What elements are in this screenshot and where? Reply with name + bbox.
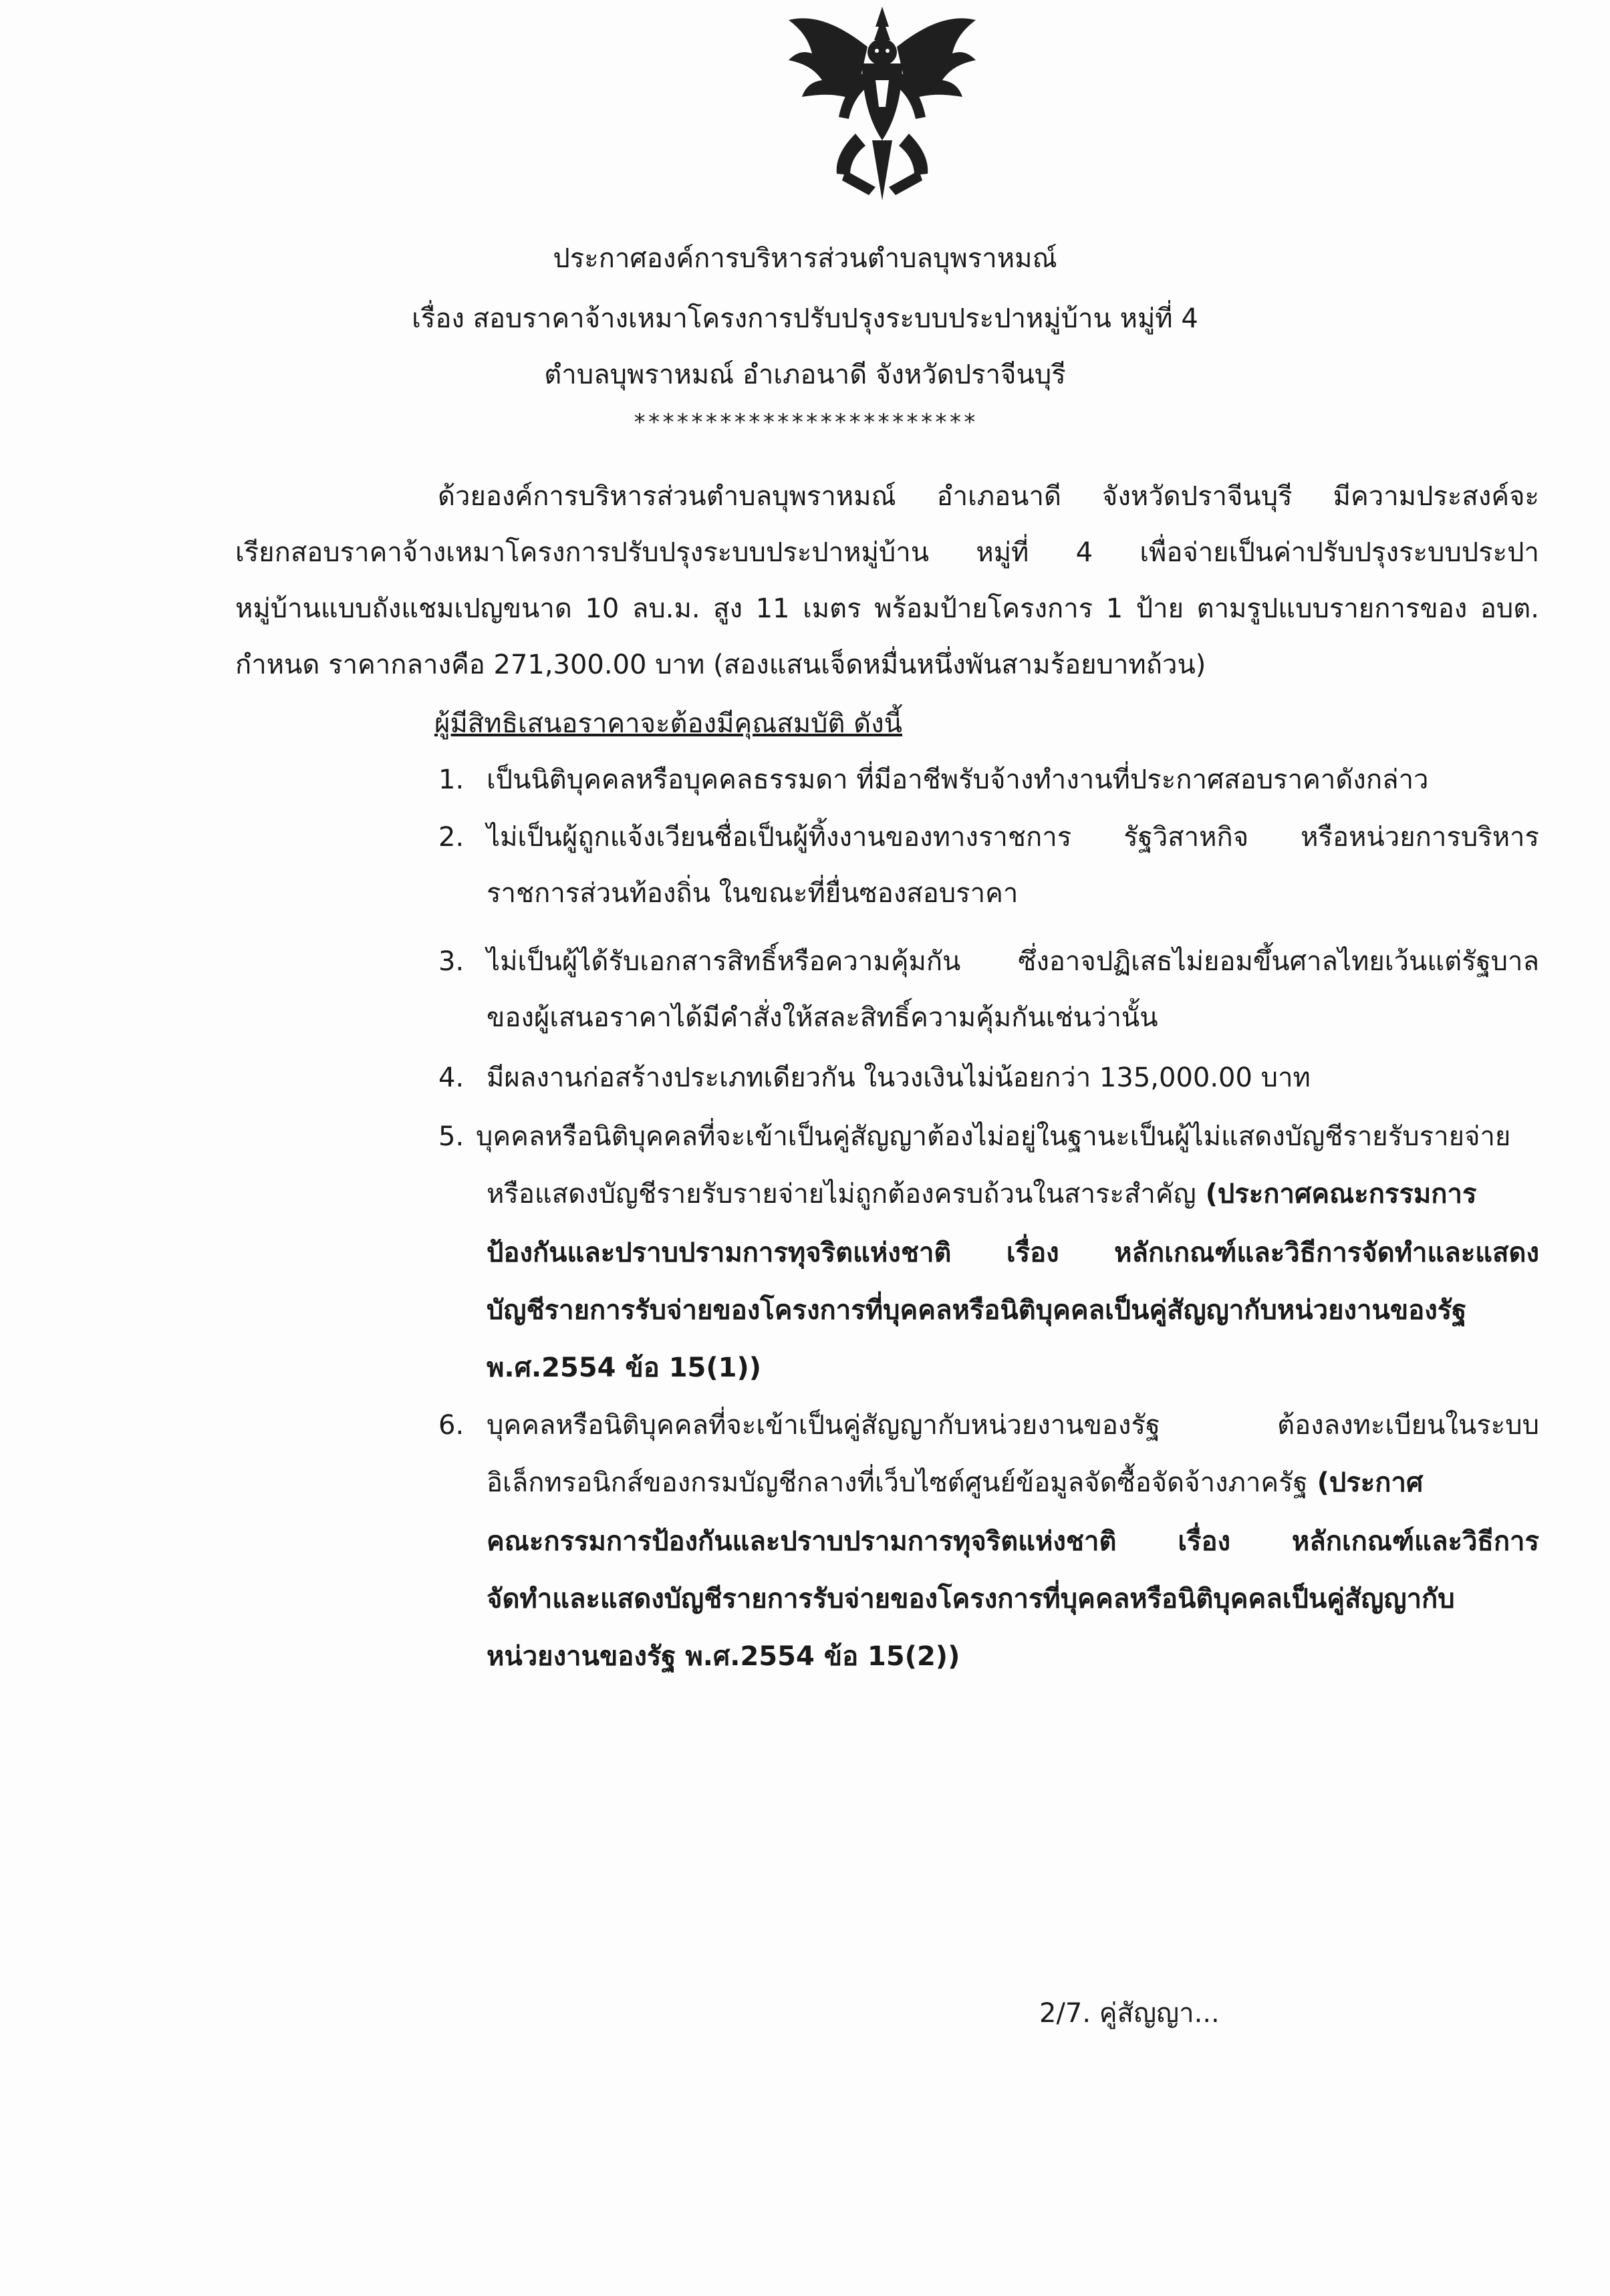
item-6-line-5: หน่วยงานของรัฐ พ.ศ.2554 ข้อ 15(2)) (487, 1641, 960, 1672)
item-number: 4. (438, 1062, 464, 1093)
item-5-bold-tail: (ประกาศคณะกรรมการ (1196, 1179, 1477, 1209)
intro-line-3: หมู่บ้านแบบถังแชมเปญขนาด 10 ลบ.ม. สูง 11 เมตร พร้อมป้ายโครงการ 1 ป้าย ตามรูปแบบรายการของ อบต. (235, 593, 1539, 624)
intro-line-4: กำหนด ราคากลางคือ 271,300.00 บาท (สองแสนเจ็ดหมื่นหนึ่งพันสามร้อยบาทถ้วน) (235, 650, 1206, 680)
intro-line-2: เรียกสอบราคาจ้างเหมาโครงการปรับปรุงระบบประปาหมู่บ้าน หมู่ที่ 4 เพื่อจ่ายเป็นค่าปรับปรุงระบบประปา (235, 537, 1539, 568)
announcement-subject: เรื่อง สอบราคาจ้างเหมาโครงการปรับปรุงระบบประปาหมู่บ้าน หมู่ที่ 4 (412, 303, 1198, 334)
garuda-emblem-icon (775, 0, 989, 207)
item-number: 1. (438, 764, 464, 795)
item-number: 5. (438, 1121, 464, 1152)
item-6-line-2: อิเล็กทรอนิกส์ของกรมบัญชีกลางที่เว็บไซต์ศูนย์ข้อมูลจัดซื้อจัดจ้างภาครัฐ (ประกาศ (487, 1467, 1424, 1498)
item-6-bold-tail: (ประกาศ (1307, 1467, 1424, 1498)
announcement-location: ตำบลบุพราหมณ์ อำเภอนาดี จังหวัดปราจีนบุรี (544, 360, 1066, 390)
item-5-line-5: พ.ศ.2554 ข้อ 15(1)) (487, 1352, 762, 1383)
item-5-line-2: หรือแสดงบัญชีรายรับรายจ่ายไม่ถูกต้องครบถ้วนในสาระสำคัญ (ประกาศคณะกรรมการ (487, 1179, 1477, 1209)
item-2-line-2: ราชการส่วนท้องถิ่น ในขณะที่ยื่นซองสอบราคา (487, 878, 1019, 909)
item-4-line-1: มีผลงานก่อสร้างประเภทเดียวกัน ในวงเงินไม่น้อยกว่า 135,000.00 บาท (487, 1062, 1311, 1093)
item-number: 3. (438, 946, 464, 977)
item-5-line-3: ป้องกันและปราบปรามการทุจริตแห่งชาติ เรื่อง หลักเกณฑ์และวิธีการจัดทำและแสดง (487, 1238, 1539, 1268)
item-number: 6. (438, 1410, 464, 1441)
announcement-title: ประกาศองค์การบริหารส่วนตำบลบุพราหมณ์ (553, 243, 1057, 274)
page-continuation: 2/7. คู่สัญญา... (1039, 1998, 1220, 2029)
item-5-line-4: บัญชีรายการรับจ่ายของโครงการที่บุคคลหรือนิติบุคคลเป็นคู่สัญญากับหน่วยงานของรัฐ (487, 1295, 1467, 1326)
item-number: 2. (438, 822, 464, 853)
separator-line: ************************ (632, 409, 978, 436)
item-3-line-1: ไม่เป็นผู้ได้รับเอกสารสิทธิ์หรือความคุ้มกัน ซึ่งอาจปฏิเสธไม่ยอมขึ้นศาลไทยเว้นแต่รัฐบาล (487, 946, 1539, 977)
item-2-line-1: ไม่เป็นผู้ถูกแจ้งเวียนชื่อเป็นผู้ทิ้งงานของทางราชการ รัฐวิสาหกิจ หรือหน่วยการบริหาร (487, 822, 1539, 853)
item-1-line-1: เป็นนิติบุคคลหรือบุคคลธรรมดา ที่มีอาชีพรับจ้างทำงานที่ประกาศสอบราคาดังกล่าว (487, 764, 1429, 795)
intro-line-1: ด้วยองค์การบริหารส่วนตำบลบุพราหมณ์ อำเภอนาดี จังหวัดปราจีนบุรี มีความประสงค์จะ (438, 481, 1539, 512)
item-6-line-4: จัดทำและแสดงบัญชีรายการรับจ่ายของโครงการที่บุคคลหรือนิติบุคคลเป็นคู่สัญญากับ (487, 1584, 1455, 1614)
item-6-line-3: คณะกรรมการป้องกันและปราบปรามการทุจริตแห่งชาติ เรื่อง หลักเกณฑ์และวิธีการ (487, 1526, 1539, 1557)
item-5-line-1: บุคคลหรือนิติบุคคลที่จะเข้าเป็นคู่สัญญาต้องไม่อยู่ในฐานะเป็นผู้ไม่แสดงบัญชีรายรับรายจ่าย (476, 1121, 1511, 1152)
qualifications-heading: ผู้มีสิทธิเสนอราคาจะต้องมีคุณสมบัติ ดังนี้ (434, 708, 903, 739)
item-3-line-2: ของผู้เสนอราคาได้มีคำสั่งให้สละสิทธิ์ความคุ้มกันเช่นว่านั้น (487, 1002, 1158, 1033)
item-6-line-1: บุคคลหรือนิติบุคคลที่จะเข้าเป็นคู่สัญญากับหน่วยงานของรัฐ ต้องลงทะเบียนในระบบ (487, 1410, 1539, 1441)
